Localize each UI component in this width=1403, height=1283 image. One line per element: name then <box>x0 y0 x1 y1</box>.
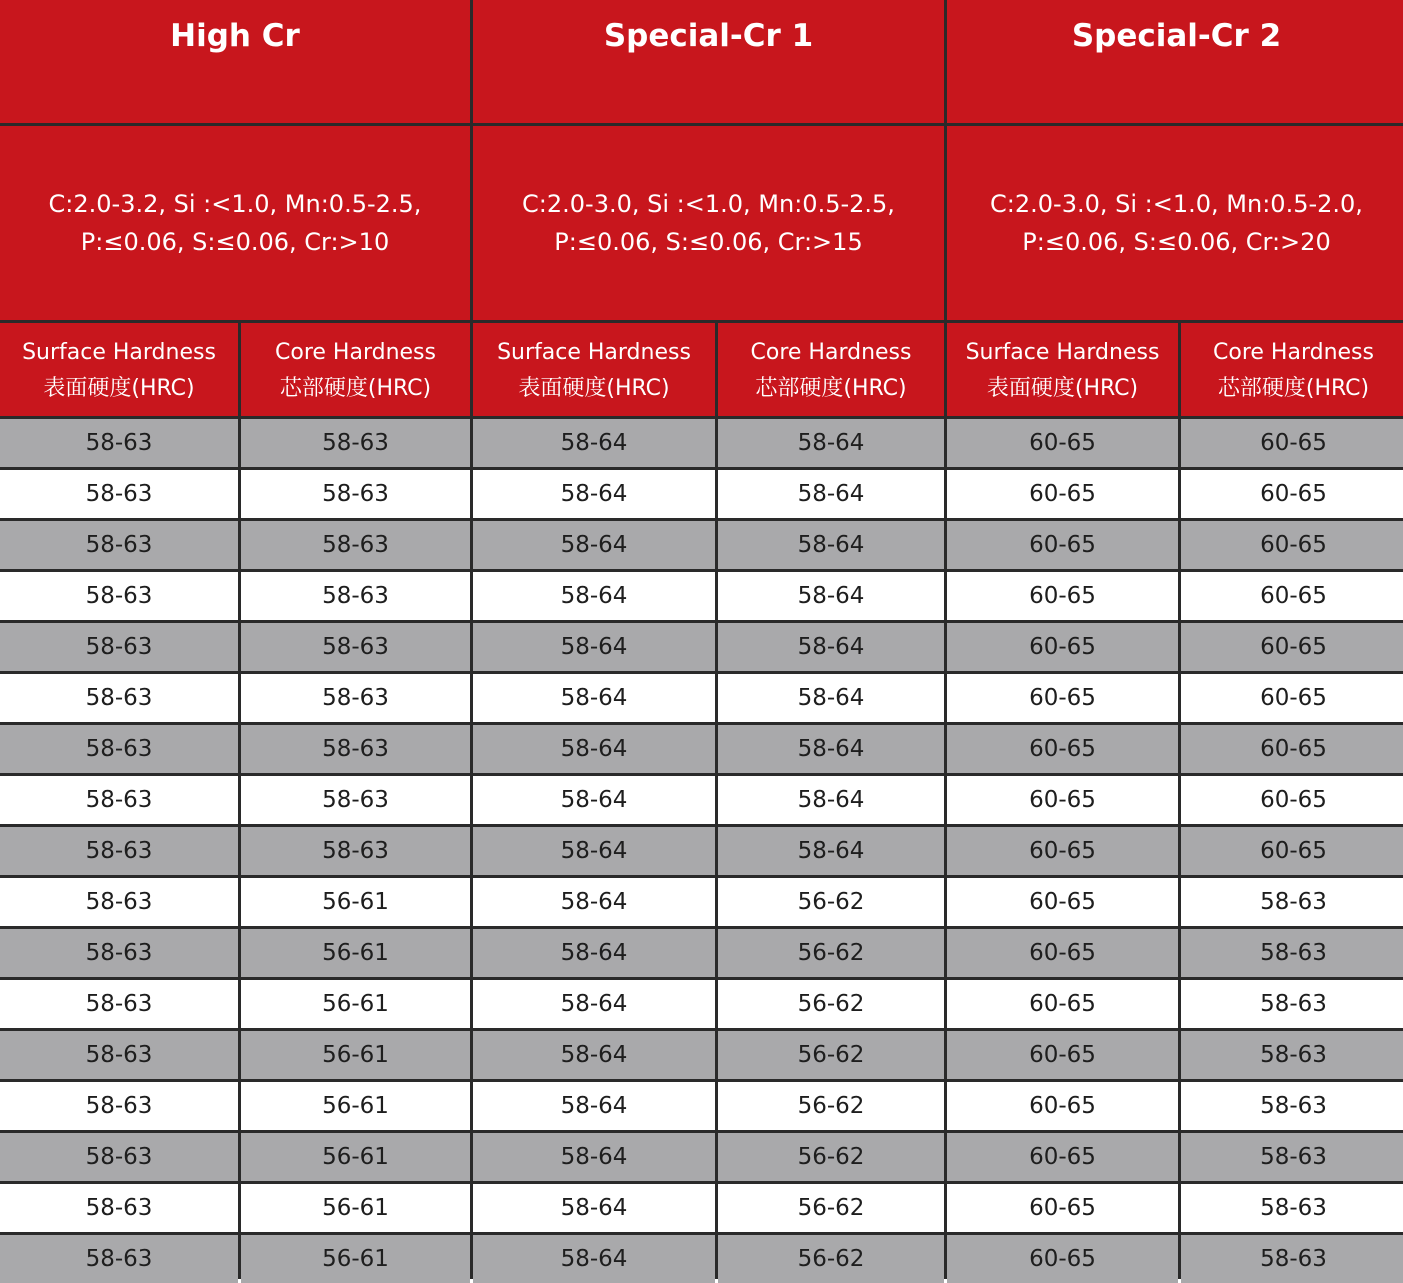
table-cell: 58-63 <box>1181 1031 1403 1079</box>
column-header-en: Surface Hardness <box>497 339 691 365</box>
table-cell: 60-65 <box>947 725 1178 773</box>
column-header-surface-hardness <box>947 323 1178 416</box>
composition-line: P:≤0.06, S:≤0.06, Cr:>20 <box>1022 228 1331 256</box>
table-cell: 58-63 <box>241 521 470 569</box>
composition-special-cr-1 <box>473 126 944 320</box>
table-cell: 58-63 <box>0 776 238 824</box>
table-cell: 58-64 <box>718 572 944 620</box>
table-cell: 56-61 <box>241 1184 470 1232</box>
table-cell: 58-63 <box>0 929 238 977</box>
table-cell: 58-63 <box>241 674 470 722</box>
column-header-core-hardness <box>241 323 470 416</box>
table-cell: 60-65 <box>947 470 1178 518</box>
table-cell: 58-63 <box>0 623 238 671</box>
table-cell: 56-61 <box>241 878 470 926</box>
table-cell: 58-64 <box>473 470 715 518</box>
table-cell: 56-61 <box>241 1031 470 1079</box>
table-cell: 60-65 <box>1181 776 1403 824</box>
table-cell: 56-61 <box>241 1133 470 1181</box>
table-cell: 58-63 <box>0 1082 238 1130</box>
table-cell: 58-63 <box>0 1133 238 1181</box>
table-cell: 58-64 <box>473 1082 715 1130</box>
table-cell: 58-63 <box>0 725 238 773</box>
table-cell: 58-64 <box>718 623 944 671</box>
column-header-en: Surface Hardness <box>22 339 216 365</box>
table-cell: 60-65 <box>1181 521 1403 569</box>
table-cell: 56-62 <box>718 1031 944 1079</box>
table-cell: 56-62 <box>718 878 944 926</box>
composition-line: C:2.0-3.0, Si :<1.0, Mn:0.5-2.5, <box>522 190 895 218</box>
table-cell: 58-64 <box>718 725 944 773</box>
table-cell: 58-63 <box>0 1235 238 1283</box>
table-cell: 58-64 <box>473 521 715 569</box>
table-cell: 60-65 <box>1181 419 1403 467</box>
composition-special-cr-2 <box>947 126 1403 320</box>
composition-high-cr <box>0 126 470 320</box>
table-cell: 58-64 <box>473 623 715 671</box>
table-cell: 58-63 <box>0 521 238 569</box>
table-cell: 58-64 <box>718 470 944 518</box>
table-cell: 58-63 <box>1181 1082 1403 1130</box>
table-cell: 60-65 <box>947 929 1178 977</box>
table-cell: 58-63 <box>0 674 238 722</box>
table-cell: 58-64 <box>718 419 944 467</box>
table-cell: 60-65 <box>1181 470 1403 518</box>
column-header-core-hardness <box>718 323 944 416</box>
table-cell: 60-65 <box>947 572 1178 620</box>
table-cell: 58-63 <box>1181 1184 1403 1232</box>
composition-line: P:≤0.06, S:≤0.06, Cr:>10 <box>80 228 390 256</box>
table-cell: 58-64 <box>718 521 944 569</box>
composition-line: C:2.0-3.2, Si :<1.0, Mn:0.5-2.5, <box>48 190 422 218</box>
composition-line: C:2.0-3.0, Si :<1.0, Mn:0.5-2.0, <box>990 190 1363 218</box>
table-cell: 58-63 <box>241 572 470 620</box>
table-cell: 58-63 <box>1181 980 1403 1028</box>
table-cell: 58-64 <box>473 1133 715 1181</box>
table-cell: 56-61 <box>241 1235 470 1283</box>
column-header-en: Core Hardness <box>750 339 912 365</box>
table-cell: 56-61 <box>241 929 470 977</box>
table-cell: 58-63 <box>241 419 470 467</box>
table-cell: 58-63 <box>241 776 470 824</box>
table-cell: 58-64 <box>473 674 715 722</box>
table-cell: 58-64 <box>473 929 715 977</box>
table-cell: 58-64 <box>473 980 715 1028</box>
table-cell: 60-65 <box>947 1082 1178 1130</box>
table-cell: 60-65 <box>1181 674 1403 722</box>
table-cell: 60-65 <box>947 878 1178 926</box>
table-cell: 58-63 <box>0 572 238 620</box>
table-cell: 56-62 <box>718 1082 944 1130</box>
table-cell: 58-63 <box>1181 878 1403 926</box>
table-cell: 58-64 <box>473 1235 715 1283</box>
table-cell: 58-63 <box>1181 1235 1403 1283</box>
table-cell: 60-65 <box>947 674 1178 722</box>
table-cell: 56-61 <box>241 980 470 1028</box>
table-cell: 58-63 <box>1181 929 1403 977</box>
column-header-surface-hardness <box>0 323 238 416</box>
table-cell: 58-64 <box>718 776 944 824</box>
table-cell: 60-65 <box>1181 827 1403 875</box>
table-cell: 60-65 <box>1181 623 1403 671</box>
table-cell: 58-63 <box>241 827 470 875</box>
table-cell: 58-63 <box>0 878 238 926</box>
table-cell: 58-64 <box>718 827 944 875</box>
column-header-en: Core Hardness <box>275 339 436 365</box>
table-cell: 58-64 <box>718 674 944 722</box>
table-cell: 58-64 <box>473 1184 715 1232</box>
table-cell: 58-63 <box>241 470 470 518</box>
table-cell: 58-64 <box>473 878 715 926</box>
table-cell: 60-65 <box>947 623 1178 671</box>
column-header-en: Core Hardness <box>1213 339 1374 365</box>
column-header-zh: 芯部硬度(HRC) <box>279 375 432 401</box>
grade-title-high-cr: High Cr <box>0 0 470 123</box>
table-cell: 58-63 <box>0 827 238 875</box>
column-header-surface-hardness <box>473 323 715 416</box>
table-cell: 56-62 <box>718 1133 944 1181</box>
table-cell: 56-62 <box>718 1235 944 1283</box>
table-cell: 58-63 <box>1181 1133 1403 1181</box>
table-cell: 60-65 <box>947 1133 1178 1181</box>
table-cell: 60-65 <box>947 980 1178 1028</box>
table-cell: 60-65 <box>947 1184 1178 1232</box>
table-cell: 56-61 <box>241 1082 470 1130</box>
column-header-zh: 表面硬度(HRC) <box>43 375 195 401</box>
table-cell: 60-65 <box>947 776 1178 824</box>
table-cell: 58-63 <box>241 725 470 773</box>
table-cell: 58-63 <box>0 980 238 1028</box>
table-cell: 58-63 <box>0 470 238 518</box>
table-cell: 58-63 <box>241 623 470 671</box>
table-cell: 56-62 <box>718 1184 944 1232</box>
table-cell: 58-63 <box>0 1031 238 1079</box>
table-cell: 60-65 <box>947 419 1178 467</box>
table-cell: 58-64 <box>473 419 715 467</box>
table-cell: 58-64 <box>473 827 715 875</box>
grade-title-special-cr-2: Special-Cr 2 <box>947 0 1403 123</box>
column-header-zh: 表面硬度(HRC) <box>986 375 1139 401</box>
composition-line: P:≤0.06, S:≤0.06, Cr:>15 <box>554 228 863 256</box>
column-header-zh: 芯部硬度(HRC) <box>755 375 907 401</box>
column-header-en: Surface Hardness <box>965 339 1160 365</box>
column-header-zh: 表面硬度(HRC) <box>518 375 670 401</box>
table-cell: 56-62 <box>718 929 944 977</box>
table-cell: 58-64 <box>473 572 715 620</box>
table-cell: 60-65 <box>947 1031 1178 1079</box>
table-cell: 58-64 <box>473 725 715 773</box>
grade-title-special-cr-1: Special-Cr 1 <box>473 0 944 123</box>
table-cell: 56-62 <box>718 980 944 1028</box>
table-cell: 60-65 <box>1181 572 1403 620</box>
column-header-core-hardness <box>1181 323 1403 416</box>
table-cell: 60-65 <box>947 827 1178 875</box>
table-cell: 58-63 <box>0 1184 238 1232</box>
table-cell: 60-65 <box>947 521 1178 569</box>
table-cell: 60-65 <box>947 1235 1178 1283</box>
table-cell: 58-64 <box>473 776 715 824</box>
table-cell: 58-63 <box>0 419 238 467</box>
table-cell: 60-65 <box>1181 725 1403 773</box>
table-cell: 58-64 <box>473 1031 715 1079</box>
column-header-zh: 芯部硬度(HRC) <box>1217 375 1370 401</box>
